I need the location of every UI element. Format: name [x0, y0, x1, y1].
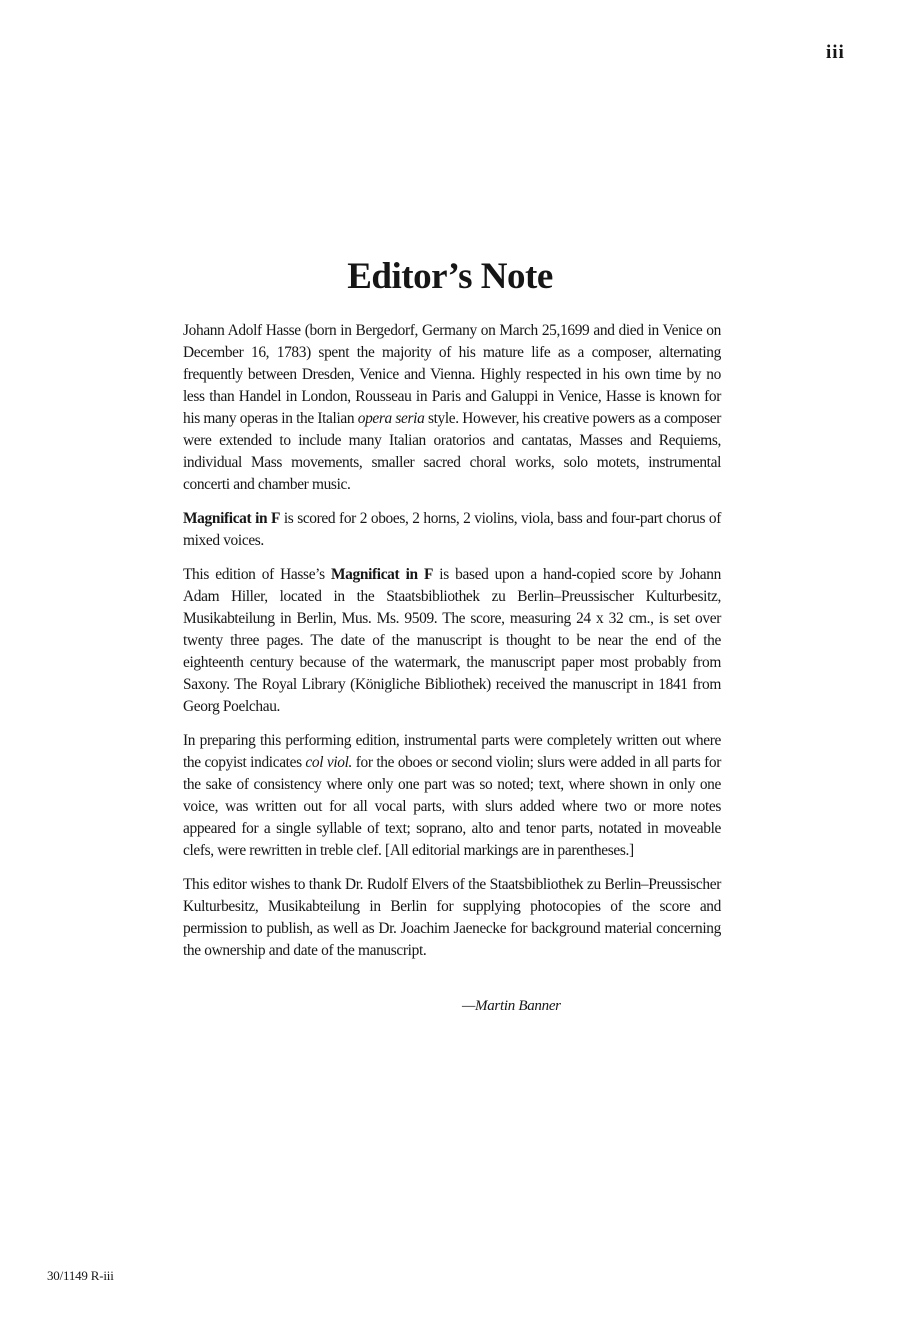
paragraph-acknowledgements — [183, 874, 721, 962]
paragraph-text: style. However, his creative powers as a composer were extended to include many Italian oratorios and cantatas, Masses and Requiems, individual Mass movements, smaller sacred choral works, solo motets, instrumental concerti and chamber music. — [183, 410, 721, 493]
paragraph-text: In preparing this performing edition, instrumental parts were completely written out where the copyist indicates — [183, 732, 721, 771]
catalog-code: 30/1149 R-iii — [47, 1268, 114, 1283]
paragraph-text: is based upon a hand-copied score by Johann Adam Hiller, located in the Staatsbibliothek zu Berlin–Preussischer Kulturbesitz, Musikabteilung in Berlin, Mus. Ms. 9509. The score, measuring 24 x 32 cm., is set over twenty three pages. The date of the manuscript is thought to be near the end of the eighteenth century because of the watermark, the manuscript paper most probably from Saxony. The Royal Library (Königliche Bibliothek) received the manuscript in 1841 from Georg Poelchau. — [183, 566, 721, 715]
paragraph-biography — [183, 320, 721, 496]
paragraph-text: Johann Adolf Hasse (born in Bergedorf, Germany on March 25,1699 and died in Venice on December 16, 1783) spent the majority of his mature life as a composer, alternating frequently between Dresden, Venice and Vienna. Highly respected in his own time by no less than Handel in London, Rousseau in Paris and Galuppi in Venice, Hasse is known for his many operas in the Italian — [183, 322, 721, 427]
page-number: iii — [826, 42, 845, 63]
paragraph-text: for the oboes or second violin; slurs were added in all parts for the sake of consistency where only one part was so noted; text, where shown in only one voice, was written out for all vocal parts, with slurs added where two or more notes appeared for a single syllable of text; soprano, alto and tenor parts, notated in moveable clefs, were rewritten in treble clef. [All editorial markings are in parentheses.] — [183, 754, 721, 859]
paragraph-editorial-method — [183, 730, 721, 862]
page-title: Editor’s Note — [347, 256, 553, 297]
italic-term: col viol. — [305, 754, 353, 771]
editor-signature: —Martin Banner — [462, 998, 561, 1014]
paragraph-source — [183, 564, 721, 718]
work-title: Magnificat in F — [331, 566, 434, 583]
editor-note-body — [183, 320, 721, 974]
italic-term: opera seria — [357, 410, 425, 427]
paragraph-text: This edition of Hasse’s — [183, 566, 331, 583]
paragraph-text: This editor wishes to thank Dr. Rudolf Elvers of the Staatsbibliothek zu Berlin–Preussischer Kulturbesitz, Musikabteilung in Berlin for supplying photocopies of the score and permission to publish, as well as Dr. Joachim Jaenecke for background material concerning the ownership and date of the manuscript. — [183, 876, 721, 959]
work-title: Magnificat in F — [183, 510, 281, 527]
paragraph-scoring — [183, 508, 721, 552]
paragraph-text: is scored for 2 oboes, 2 horns, 2 violins, viola, bass and four-part chorus of mixed voices. — [183, 510, 721, 549]
